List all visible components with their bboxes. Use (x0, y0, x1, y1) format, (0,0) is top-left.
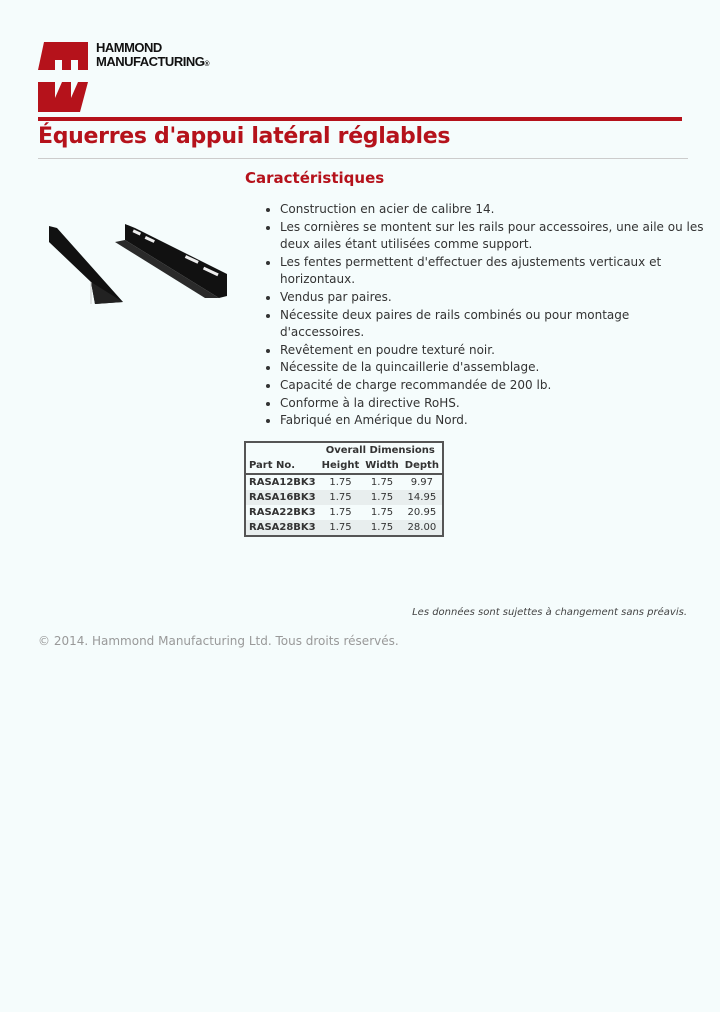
feature-item: • Les fentes permettent d'effectuer des ajustements verticaux et horizontaux. (280, 254, 710, 289)
feature-item: • Vendus par paires. (280, 289, 710, 307)
hammond-logo-icon (38, 42, 88, 112)
dimension-cell: 14.95 (402, 490, 443, 505)
part-number: RASA16BK3 (245, 490, 319, 505)
disclaimer: Les données sont sujettes à changement sans préavis. (412, 607, 687, 618)
table-row (245, 505, 443, 520)
part-number: RASA22BK3 (249, 507, 316, 518)
copyright: © 2014. Hammond Manufacturing Ltd. Tous droits réservés. (38, 634, 399, 648)
feature-item: • Nécessite de la quincaillerie d'assemblage. (280, 359, 710, 377)
divider (38, 158, 688, 159)
dimension-cell: 1.75 (370, 507, 394, 518)
feature-item: • Les cornières se montent sur les rails pour accessoires, une aile ou les deux ailes étant utilisées comme support. (280, 219, 710, 254)
dimension-cell: 9.97 (410, 477, 433, 488)
dimension-cell: 1.75 (329, 507, 352, 518)
col-header: Part No. (245, 458, 319, 474)
table-row (245, 474, 443, 490)
col-header: Depth (402, 458, 443, 474)
dimension-cell: 1.75 (362, 520, 402, 536)
features-heading: Caractéristiques (245, 169, 385, 187)
features-list (262, 201, 710, 430)
feature-item: • Nécessite deux paires de rails combinés ou pour montage d'accessoires. (280, 307, 710, 342)
col-header: Height (319, 458, 363, 474)
dimension-cell: 20.95 (407, 507, 437, 518)
dimension-cell: 1.75 (319, 490, 363, 505)
page-title: Équerres d'appui latéral réglables (38, 124, 451, 149)
header-bar (38, 117, 682, 121)
feature-item: • Conforme à la directive RoHS. (280, 395, 710, 413)
part-number: RASA12BK3 (249, 477, 316, 488)
col-header: Width (362, 458, 402, 474)
dimension-cell: 1.75 (362, 490, 402, 505)
feature-item: • Revêtement en poudre texturé noir. (280, 342, 710, 360)
dimension-cell: 28.00 (402, 520, 443, 536)
table-row (245, 490, 443, 505)
feature-item: • Fabriqué en Amérique du Nord. (280, 412, 710, 430)
dimension-cell: 1.75 (319, 520, 363, 536)
feature-item: • Capacité de charge recommandée de 200 lb. (280, 377, 710, 395)
dimension-cell: 1.75 (329, 477, 352, 488)
table-row (245, 520, 443, 536)
dimension-cell: 1.75 (370, 477, 394, 488)
feature-item: • Construction en acier de calibre 14. (280, 201, 710, 219)
brand-name: HAMMOND MANUFACTURING® (96, 40, 209, 69)
group-header: Overall Dimensions (325, 445, 435, 456)
dimensions-table (244, 441, 444, 537)
product-image (45, 222, 235, 312)
part-number: RASA28BK3 (245, 520, 319, 536)
